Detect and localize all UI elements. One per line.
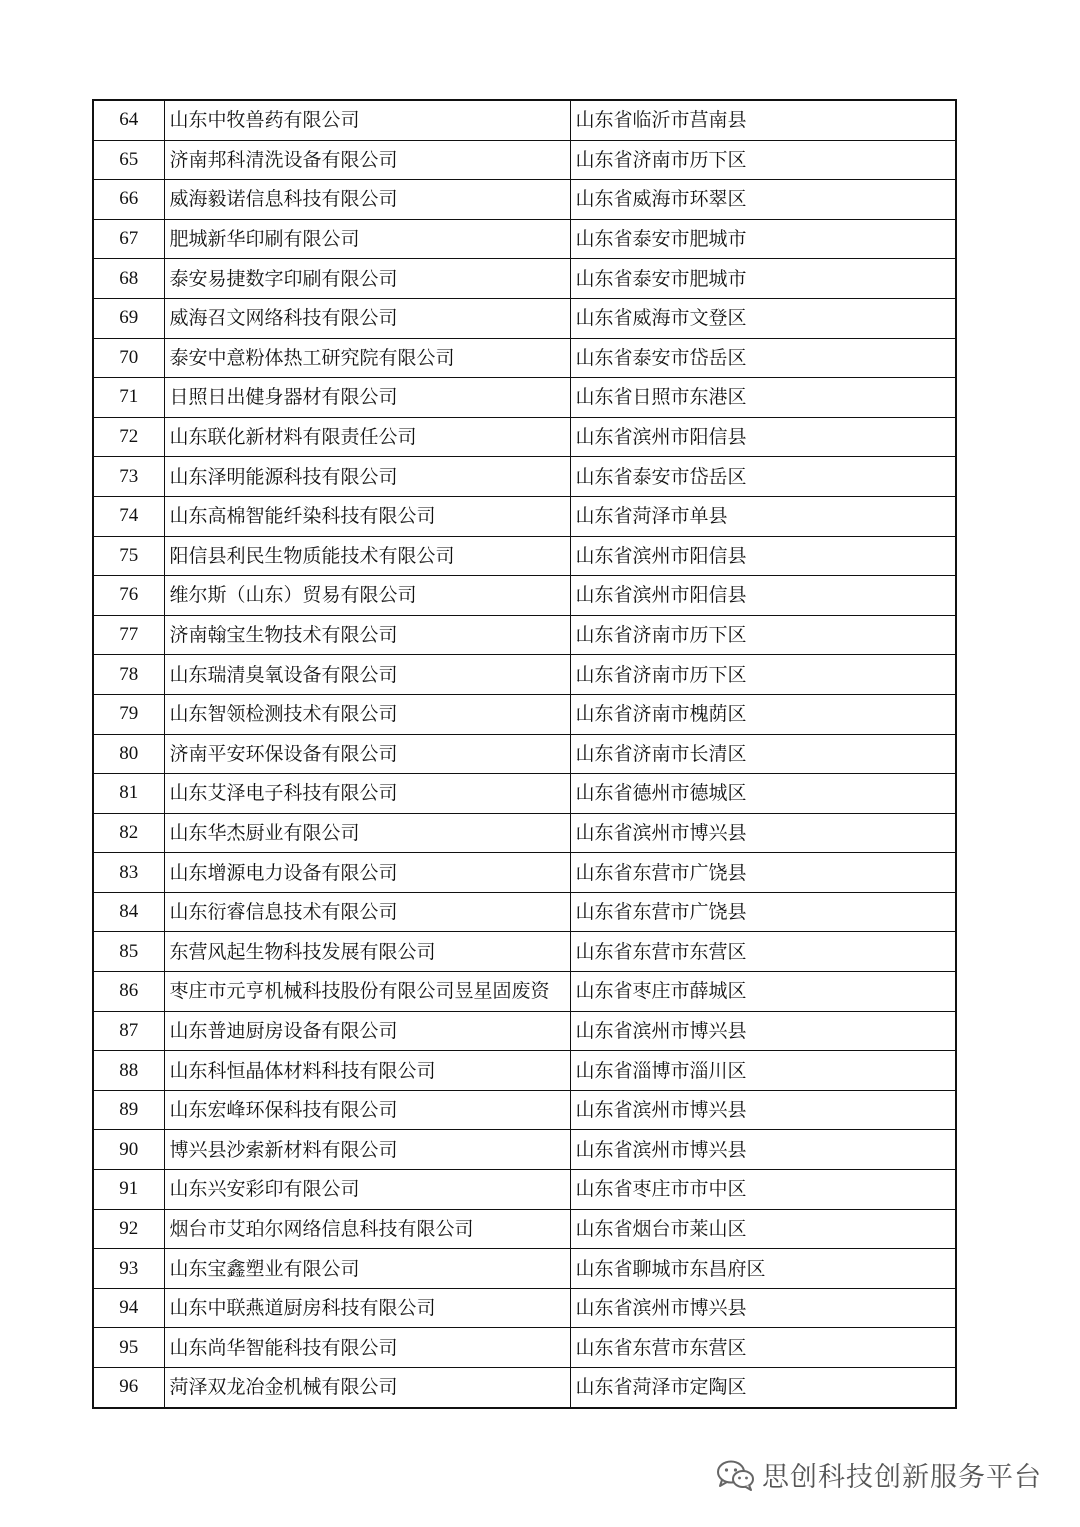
- row-number: 66: [93, 180, 164, 220]
- company-name: 日照日出健身器材有限公司: [164, 378, 570, 418]
- company-location: 山东省济南市槐荫区: [570, 694, 956, 734]
- row-number: 77: [93, 615, 164, 655]
- row-number: 81: [93, 774, 164, 814]
- table-row: [93, 1130, 956, 1170]
- table-row: [93, 774, 956, 814]
- table-row: [93, 1051, 956, 1091]
- row-number: 78: [93, 655, 164, 695]
- row-number: 82: [93, 813, 164, 853]
- company-name: 山东瑞清臭氧设备有限公司: [164, 655, 570, 695]
- company-location: 山东省威海市环翠区: [570, 180, 956, 220]
- row-number: 70: [93, 338, 164, 378]
- company-location: 山东省东营市东营区: [570, 1328, 956, 1368]
- table-row: [93, 1288, 956, 1328]
- company-name: 威海毅诺信息科技有限公司: [164, 180, 570, 220]
- table-row: [93, 576, 956, 616]
- company-name: 山东科恒晶体材料科技有限公司: [164, 1051, 570, 1091]
- company-name: 肥城新华印刷有限公司: [164, 219, 570, 259]
- row-number: 87: [93, 1011, 164, 1051]
- row-number: 67: [93, 219, 164, 259]
- company-location: 山东省菏泽市单县: [570, 496, 956, 536]
- company-location: 山东省东营市广饶县: [570, 853, 956, 893]
- row-number: 73: [93, 457, 164, 497]
- company-name: 山东普迪厨房设备有限公司: [164, 1011, 570, 1051]
- table-row: [93, 496, 956, 536]
- table-row: [93, 378, 956, 418]
- table-row: [93, 892, 956, 932]
- wechat-icon: [716, 1459, 756, 1491]
- table-row: [93, 338, 956, 378]
- company-location: 山东省滨州市阳信县: [570, 417, 956, 457]
- row-number: 84: [93, 892, 164, 932]
- table-row: [93, 853, 956, 893]
- row-number: 71: [93, 378, 164, 418]
- watermark-text: 思创科技创新服务平台: [762, 1462, 1042, 1493]
- company-name: 山东中联燕道厨房科技有限公司: [164, 1288, 570, 1328]
- table-row: [93, 180, 956, 220]
- company-name: 山东华杰厨业有限公司: [164, 813, 570, 853]
- company-location: 山东省枣庄市市中区: [570, 1170, 956, 1210]
- company-name: 山东衍睿信息技术有限公司: [164, 892, 570, 932]
- table-row: [93, 615, 956, 655]
- row-number: 85: [93, 932, 164, 972]
- company-name: 山东泽明能源科技有限公司: [164, 457, 570, 497]
- company-name: 济南邦科清洗设备有限公司: [164, 140, 570, 180]
- company-name: 维尔斯（山东）贸易有限公司: [164, 576, 570, 616]
- company-table: [92, 99, 957, 1409]
- company-name: 阳信县利民生物质能技术有限公司: [164, 536, 570, 576]
- table-row: [93, 140, 956, 180]
- company-name: 山东宝鑫塑业有限公司: [164, 1249, 570, 1289]
- company-name: 济南平安环保设备有限公司: [164, 734, 570, 774]
- table-row: [93, 259, 956, 299]
- company-location: 山东省泰安市肥城市: [570, 259, 956, 299]
- row-number: 68: [93, 259, 164, 299]
- company-location: 山东省淄博市淄川区: [570, 1051, 956, 1091]
- table-row: [93, 1249, 956, 1289]
- table-row: [93, 1090, 956, 1130]
- company-location: 山东省滨州市博兴县: [570, 1090, 956, 1130]
- table-row: [93, 655, 956, 695]
- company-name: 山东增源电力设备有限公司: [164, 853, 570, 893]
- company-name: 菏泽双龙冶金机械有限公司: [164, 1368, 570, 1408]
- row-number: 92: [93, 1209, 164, 1249]
- company-name: 山东智领检测技术有限公司: [164, 694, 570, 734]
- row-number: 74: [93, 496, 164, 536]
- company-name: 烟台市艾珀尔网络信息科技有限公司: [164, 1209, 570, 1249]
- company-location: 山东省东营市广饶县: [570, 892, 956, 932]
- table-row: [93, 734, 956, 774]
- row-number: 86: [93, 972, 164, 1012]
- row-number: 69: [93, 298, 164, 338]
- company-location: 山东省菏泽市定陶区: [570, 1368, 956, 1408]
- company-location: 山东省滨州市阳信县: [570, 576, 956, 616]
- company-name: 威海召文网络科技有限公司: [164, 298, 570, 338]
- company-location: 山东省聊城市东昌府区: [570, 1249, 956, 1289]
- table-row: [93, 219, 956, 259]
- company-location: 山东省烟台市莱山区: [570, 1209, 956, 1249]
- company-name: 东营风起生物科技发展有限公司: [164, 932, 570, 972]
- company-name: 山东兴安彩印有限公司: [164, 1170, 570, 1210]
- table-row: [93, 457, 956, 497]
- company-location: 山东省泰安市肥城市: [570, 219, 956, 259]
- row-number: 96: [93, 1368, 164, 1408]
- row-number: 83: [93, 853, 164, 893]
- company-name: 山东高棉智能纤染科技有限公司: [164, 496, 570, 536]
- company-location: 山东省泰安市岱岳区: [570, 338, 956, 378]
- table-row: [93, 417, 956, 457]
- row-number: 65: [93, 140, 164, 180]
- company-location: 山东省滨州市博兴县: [570, 1288, 956, 1328]
- company-location: 山东省济南市长清区: [570, 734, 956, 774]
- company-name: 枣庄市元亨机械科技股份有限公司昱星固废资: [164, 972, 570, 1012]
- row-number: 89: [93, 1090, 164, 1130]
- row-number: 90: [93, 1130, 164, 1170]
- row-number: 72: [93, 417, 164, 457]
- company-name: 山东尚华智能科技有限公司: [164, 1328, 570, 1368]
- company-location: 山东省济南市历下区: [570, 655, 956, 695]
- company-name: 山东中牧兽药有限公司: [164, 100, 570, 140]
- table-row: [93, 932, 956, 972]
- table-row: [93, 694, 956, 734]
- company-name: 泰安易捷数字印刷有限公司: [164, 259, 570, 299]
- company-location: 山东省滨州市博兴县: [570, 813, 956, 853]
- company-location: 山东省滨州市阳信县: [570, 536, 956, 576]
- company-location: 山东省威海市文登区: [570, 298, 956, 338]
- table-row: [93, 1209, 956, 1249]
- company-name: 济南翰宝生物技术有限公司: [164, 615, 570, 655]
- company-location: 山东省临沂市莒南县: [570, 100, 956, 140]
- row-number: 95: [93, 1328, 164, 1368]
- row-number: 80: [93, 734, 164, 774]
- company-name: 山东联化新材料有限责任公司: [164, 417, 570, 457]
- table-row: [93, 1368, 956, 1408]
- table-row: [93, 298, 956, 338]
- row-number: 91: [93, 1170, 164, 1210]
- row-number: 79: [93, 694, 164, 734]
- company-table-body: [93, 100, 956, 1408]
- company-location: 山东省滨州市博兴县: [570, 1130, 956, 1170]
- table-row: [93, 972, 956, 1012]
- table-row: [93, 1011, 956, 1051]
- company-location: 山东省枣庄市薛城区: [570, 972, 956, 1012]
- row-number: 76: [93, 576, 164, 616]
- row-number: 75: [93, 536, 164, 576]
- company-location: 山东省滨州市博兴县: [570, 1011, 956, 1051]
- company-name: 山东艾泽电子科技有限公司: [164, 774, 570, 814]
- row-number: 64: [93, 100, 164, 140]
- company-location: 山东省泰安市岱岳区: [570, 457, 956, 497]
- table-row: [93, 536, 956, 576]
- company-name: 博兴县沙索新材料有限公司: [164, 1130, 570, 1170]
- company-location: 山东省济南市历下区: [570, 140, 956, 180]
- company-location: 山东省日照市东港区: [570, 378, 956, 418]
- table-row: [93, 813, 956, 853]
- company-location: 山东省济南市历下区: [570, 615, 956, 655]
- row-number: 93: [93, 1249, 164, 1289]
- table-row: [93, 1170, 956, 1210]
- table-row: [93, 100, 956, 140]
- company-name: 山东宏峰环保科技有限公司: [164, 1090, 570, 1130]
- company-name: 泰安中意粉体热工研究院有限公司: [164, 338, 570, 378]
- row-number: 94: [93, 1288, 164, 1328]
- company-location: 山东省东营市东营区: [570, 932, 956, 972]
- table-row: [93, 1328, 956, 1368]
- row-number: 88: [93, 1051, 164, 1091]
- company-location: 山东省德州市德城区: [570, 774, 956, 814]
- watermark: [716, 1455, 1042, 1494]
